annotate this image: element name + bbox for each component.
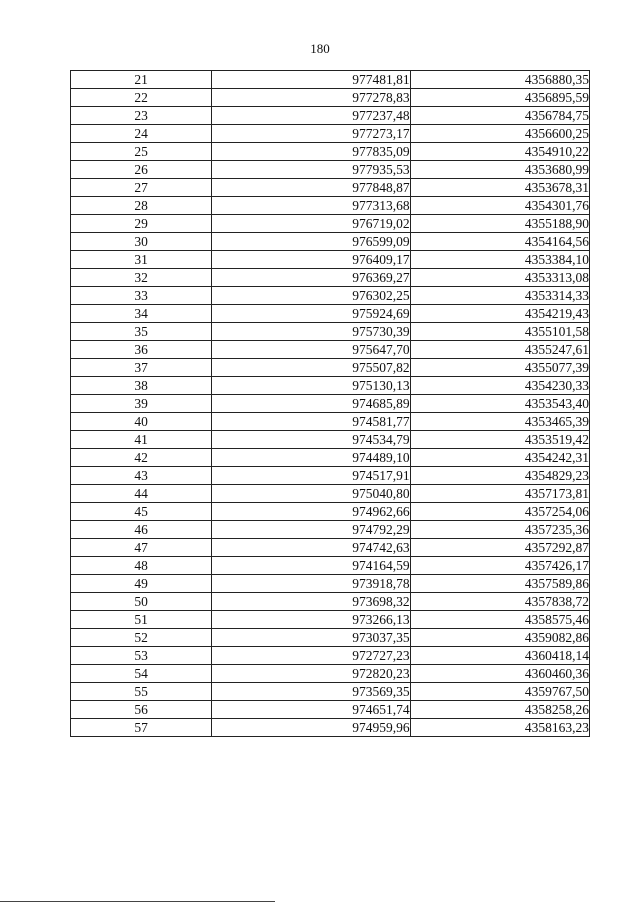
point-number-cell: 45 — [71, 503, 212, 521]
table-row — [71, 413, 590, 431]
y-coordinate-cell: 4356895,59 — [410, 89, 589, 107]
x-coordinate-cell: 974164,59 — [212, 557, 410, 575]
x-coordinate-cell: 973266,13 — [212, 611, 410, 629]
x-coordinate-cell: 976599,09 — [212, 233, 410, 251]
point-number-cell: 44 — [71, 485, 212, 503]
y-coordinate-cell: 4357838,72 — [410, 593, 589, 611]
x-coordinate-cell: 975040,80 — [212, 485, 410, 503]
point-number-cell: 22 — [71, 89, 212, 107]
point-number-cell: 46 — [71, 521, 212, 539]
y-coordinate-cell: 4360418,14 — [410, 647, 589, 665]
point-number-cell: 47 — [71, 539, 212, 557]
table-row — [71, 107, 590, 125]
x-coordinate-cell: 977273,17 — [212, 125, 410, 143]
x-coordinate-cell: 975730,39 — [212, 323, 410, 341]
table-row — [71, 521, 590, 539]
point-number-cell: 35 — [71, 323, 212, 341]
table-row — [71, 377, 590, 395]
table-row — [71, 197, 590, 215]
table-row — [71, 701, 590, 719]
y-coordinate-cell: 4358163,23 — [410, 719, 589, 737]
y-coordinate-cell: 4353314,33 — [410, 287, 589, 305]
x-coordinate-cell: 975507,82 — [212, 359, 410, 377]
x-coordinate-cell: 974962,66 — [212, 503, 410, 521]
y-coordinate-cell: 4354829,23 — [410, 467, 589, 485]
y-coordinate-cell: 4357589,86 — [410, 575, 589, 593]
point-number-cell: 24 — [71, 125, 212, 143]
y-coordinate-cell: 4353313,08 — [410, 269, 589, 287]
table-row — [71, 125, 590, 143]
table-row — [71, 485, 590, 503]
x-coordinate-cell: 974534,79 — [212, 431, 410, 449]
x-coordinate-cell: 974651,74 — [212, 701, 410, 719]
x-coordinate-cell: 974581,77 — [212, 413, 410, 431]
y-coordinate-cell: 4353678,31 — [410, 179, 589, 197]
y-coordinate-cell: 4354910,22 — [410, 143, 589, 161]
x-coordinate-cell: 975647,70 — [212, 341, 410, 359]
table-row — [71, 593, 590, 611]
y-coordinate-cell: 4354230,33 — [410, 377, 589, 395]
y-coordinate-cell: 4356784,75 — [410, 107, 589, 125]
point-number-cell: 52 — [71, 629, 212, 647]
y-coordinate-cell: 4357254,06 — [410, 503, 589, 521]
point-number-cell: 55 — [71, 683, 212, 701]
y-coordinate-cell: 4360460,36 — [410, 665, 589, 683]
x-coordinate-cell: 974742,63 — [212, 539, 410, 557]
x-coordinate-cell: 972727,23 — [212, 647, 410, 665]
point-number-cell: 51 — [71, 611, 212, 629]
x-coordinate-cell: 975130,13 — [212, 377, 410, 395]
point-number-cell: 26 — [71, 161, 212, 179]
x-coordinate-cell: 974792,29 — [212, 521, 410, 539]
point-number-cell: 32 — [71, 269, 212, 287]
table-row — [71, 251, 590, 269]
y-coordinate-cell: 4356880,35 — [410, 71, 589, 89]
x-coordinate-cell: 976719,02 — [212, 215, 410, 233]
table-row — [71, 575, 590, 593]
table-row — [71, 215, 590, 233]
table-row — [71, 557, 590, 575]
point-number-cell: 36 — [71, 341, 212, 359]
y-coordinate-cell: 4353384,10 — [410, 251, 589, 269]
table-row — [71, 233, 590, 251]
y-coordinate-cell: 4353543,40 — [410, 395, 589, 413]
x-coordinate-cell: 974685,89 — [212, 395, 410, 413]
table-row — [71, 647, 590, 665]
point-number-cell: 39 — [71, 395, 212, 413]
table-row — [71, 179, 590, 197]
page-number: 180 — [310, 41, 330, 56]
y-coordinate-cell: 4353465,39 — [410, 413, 589, 431]
y-coordinate-cell: 4357292,87 — [410, 539, 589, 557]
y-coordinate-cell: 4355101,58 — [410, 323, 589, 341]
coordinates-table-body — [71, 71, 590, 737]
point-number-cell: 37 — [71, 359, 212, 377]
point-number-cell: 29 — [71, 215, 212, 233]
x-coordinate-cell: 977278,83 — [212, 89, 410, 107]
x-coordinate-cell: 977935,53 — [212, 161, 410, 179]
y-coordinate-cell: 4355077,39 — [410, 359, 589, 377]
table-row — [71, 719, 590, 737]
y-coordinate-cell: 4359767,50 — [410, 683, 589, 701]
table-row — [71, 161, 590, 179]
y-coordinate-cell: 4358575,46 — [410, 611, 589, 629]
point-number-cell: 25 — [71, 143, 212, 161]
table-row — [71, 683, 590, 701]
y-coordinate-cell: 4355247,61 — [410, 341, 589, 359]
y-coordinate-cell: 4353680,99 — [410, 161, 589, 179]
table-row — [71, 305, 590, 323]
y-coordinate-cell: 4355188,90 — [410, 215, 589, 233]
table-row — [71, 665, 590, 683]
table-row — [71, 467, 590, 485]
point-number-cell: 42 — [71, 449, 212, 467]
y-coordinate-cell: 4354242,31 — [410, 449, 589, 467]
y-coordinate-cell: 4358258,26 — [410, 701, 589, 719]
point-number-cell: 38 — [71, 377, 212, 395]
y-coordinate-cell: 4357235,36 — [410, 521, 589, 539]
table-row — [71, 611, 590, 629]
x-coordinate-cell: 976369,27 — [212, 269, 410, 287]
table-row — [71, 143, 590, 161]
point-number-cell: 50 — [71, 593, 212, 611]
y-coordinate-cell: 4353519,42 — [410, 431, 589, 449]
y-coordinate-cell: 4354164,56 — [410, 233, 589, 251]
point-number-cell: 27 — [71, 179, 212, 197]
x-coordinate-cell: 973918,78 — [212, 575, 410, 593]
point-number-cell: 48 — [71, 557, 212, 575]
table-row — [71, 287, 590, 305]
point-number-cell: 30 — [71, 233, 212, 251]
x-coordinate-cell: 972820,23 — [212, 665, 410, 683]
point-number-cell: 49 — [71, 575, 212, 593]
x-coordinate-cell: 974517,91 — [212, 467, 410, 485]
x-coordinate-cell: 976409,17 — [212, 251, 410, 269]
table-row — [71, 341, 590, 359]
table-row — [71, 323, 590, 341]
bottom-divider — [0, 901, 275, 902]
table-row — [71, 359, 590, 377]
point-number-cell: 53 — [71, 647, 212, 665]
table-row — [71, 503, 590, 521]
point-number-cell: 57 — [71, 719, 212, 737]
x-coordinate-cell: 973569,35 — [212, 683, 410, 701]
point-number-cell: 21 — [71, 71, 212, 89]
y-coordinate-cell: 4354219,43 — [410, 305, 589, 323]
y-coordinate-cell: 4357173,81 — [410, 485, 589, 503]
y-coordinate-cell: 4356600,25 — [410, 125, 589, 143]
x-coordinate-cell: 977237,48 — [212, 107, 410, 125]
table-row — [71, 629, 590, 647]
point-number-cell: 41 — [71, 431, 212, 449]
point-number-cell: 43 — [71, 467, 212, 485]
x-coordinate-cell: 977481,81 — [212, 71, 410, 89]
x-coordinate-cell: 974959,96 — [212, 719, 410, 737]
x-coordinate-cell: 973037,35 — [212, 629, 410, 647]
point-number-cell: 56 — [71, 701, 212, 719]
coordinates-table — [70, 70, 590, 737]
table-row — [71, 71, 590, 89]
x-coordinate-cell: 974489,10 — [212, 449, 410, 467]
table-row — [71, 449, 590, 467]
y-coordinate-cell: 4357426,17 — [410, 557, 589, 575]
table-row — [71, 539, 590, 557]
table-row — [71, 269, 590, 287]
x-coordinate-cell: 977313,68 — [212, 197, 410, 215]
point-number-cell: 54 — [71, 665, 212, 683]
y-coordinate-cell: 4354301,76 — [410, 197, 589, 215]
x-coordinate-cell: 975924,69 — [212, 305, 410, 323]
table-row — [71, 431, 590, 449]
point-number-cell: 23 — [71, 107, 212, 125]
x-coordinate-cell: 976302,25 — [212, 287, 410, 305]
point-number-cell: 40 — [71, 413, 212, 431]
y-coordinate-cell: 4359082,86 — [410, 629, 589, 647]
table-row — [71, 395, 590, 413]
x-coordinate-cell: 973698,32 — [212, 593, 410, 611]
point-number-cell: 31 — [71, 251, 212, 269]
x-coordinate-cell: 977835,09 — [212, 143, 410, 161]
x-coordinate-cell: 977848,87 — [212, 179, 410, 197]
point-number-cell: 34 — [71, 305, 212, 323]
table-row — [71, 89, 590, 107]
point-number-cell: 28 — [71, 197, 212, 215]
point-number-cell: 33 — [71, 287, 212, 305]
